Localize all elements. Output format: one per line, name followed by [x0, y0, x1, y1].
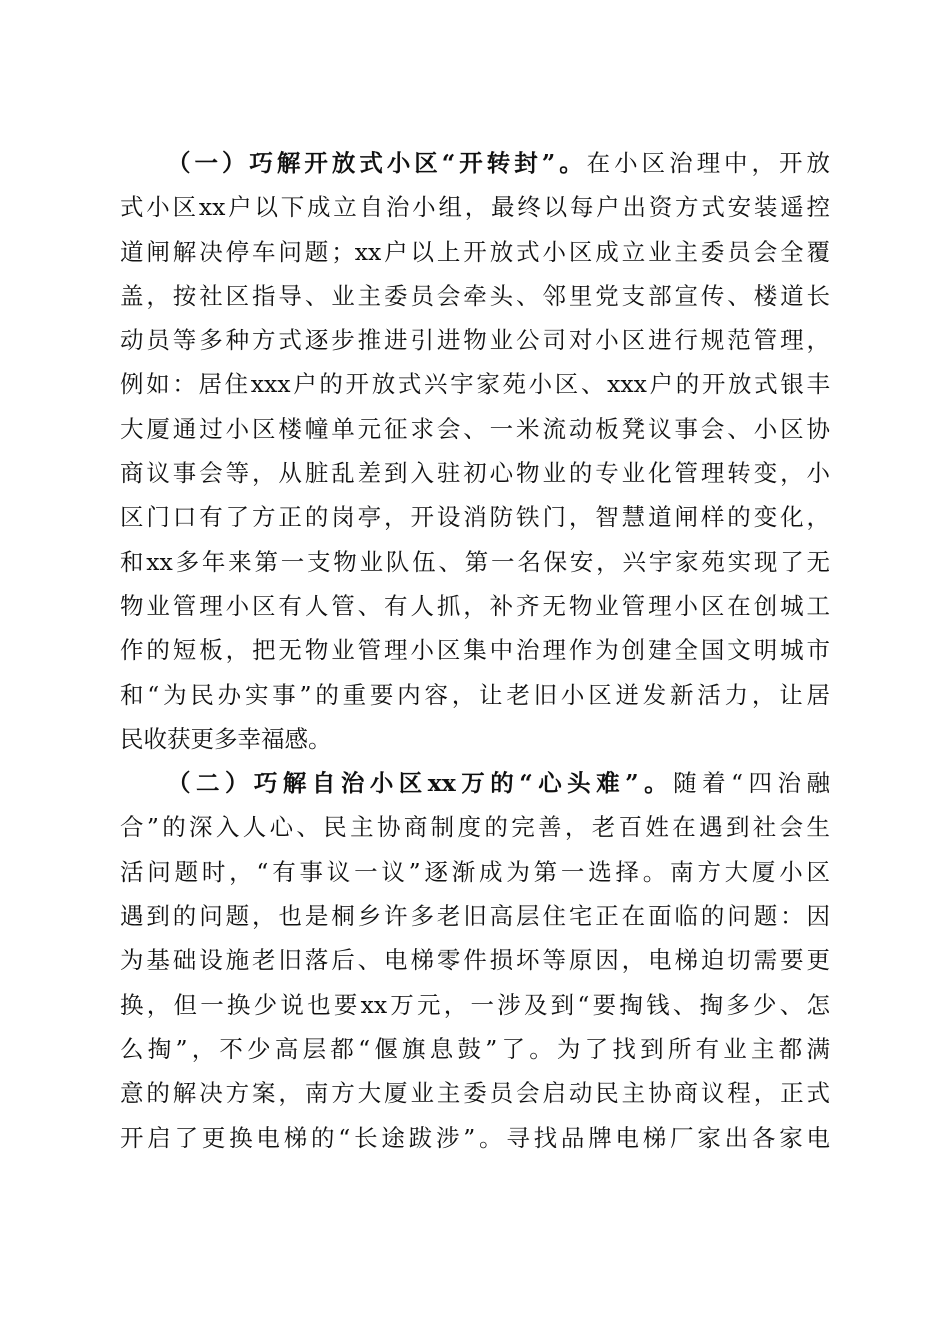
text-line: 合”的深入人心、民主协商制度的完善，老百姓在遇到社会生 — [120, 813, 830, 842]
text-line: 随着“四治融 — [673, 769, 830, 798]
text-line: 区门口有了方正的岗亭，开设消防铁门，智慧道闸样的变化， — [120, 503, 830, 532]
text-line: 盖，按社区指导、业主委员会牵头、邻里党支部宣传、楼道长 — [120, 281, 830, 310]
text-line: 例如：居住xxx户的开放式兴宇家苑小区、xxx户的开放式银丰 — [120, 370, 830, 399]
text-line: 商议事会等，从脏乱差到入驻初心物业的专业化管理转变，小 — [120, 459, 830, 488]
text-line: 遇到的问题，也是桐乡许多老旧高层住宅正在面临的问题：因 — [120, 902, 830, 931]
text-line: 开启了更换电梯的“长途跋涉”。寻找品牌电梯厂家出各家电 — [120, 1123, 830, 1152]
text-line: 动员等多种方式逐步推进引进物业公司对小区进行规范管理， — [120, 326, 830, 355]
text-line: 么掏”，不少高层都“偃旗息鼓”了。为了找到所有业主都满 — [120, 1034, 830, 1063]
text-line: 换，但一换少说也要xx万元，一涉及到“要掏钱、掏多少、怎 — [120, 990, 830, 1019]
text-line: 活问题时，“有事议一议”逐渐成为第一选择。南方大厦小区 — [120, 857, 830, 886]
document-body — [120, 141, 830, 1160]
paragraph-elevator — [120, 761, 830, 1160]
text-line: 大厦通过小区楼幢单元征求会、一米流动板凳议事会、小区协 — [120, 414, 830, 443]
text-line: 民收获更多幸福感。 — [120, 724, 332, 753]
paragraph-first-line — [120, 141, 830, 185]
text-line: 物业管理小区有人管、有人抓，补齐无物业管理小区在创城工 — [120, 591, 830, 620]
text-line: 式小区xx户以下成立自治小组，最终以每户出资方式安装遥控 — [120, 193, 830, 222]
text-line: 意的解决方案，南方大厦业主委员会启动民主协商议程，正式 — [120, 1079, 830, 1108]
text-line: 道闸解决停车问题；xx户以上开放式小区成立业主委员会全覆 — [120, 237, 830, 266]
text-line: 和xx多年来第一支物业队伍、第一名保安，兴宇家苑实现了无 — [120, 547, 830, 576]
paragraph-heading: （一）巧解开放式小区“开转封”。 — [167, 149, 587, 177]
paragraph-first-line — [120, 761, 830, 805]
text-line: 作的短板，把无物业管理小区集中治理作为创建全国文明城市 — [120, 636, 830, 665]
text-line: 和“为民办实事”的重要内容，让老旧小区迸发新活力，让居 — [120, 680, 830, 709]
text-line: 为基础设施老旧落后、电梯零件损坏等原因，电梯迫切需要更 — [120, 946, 830, 975]
text-line: 在小区治理中，开放 — [586, 149, 830, 177]
paragraph-heading: （二）巧解自治小区xx万的“心头难”。 — [167, 769, 674, 798]
paragraph-open-community — [120, 141, 830, 761]
